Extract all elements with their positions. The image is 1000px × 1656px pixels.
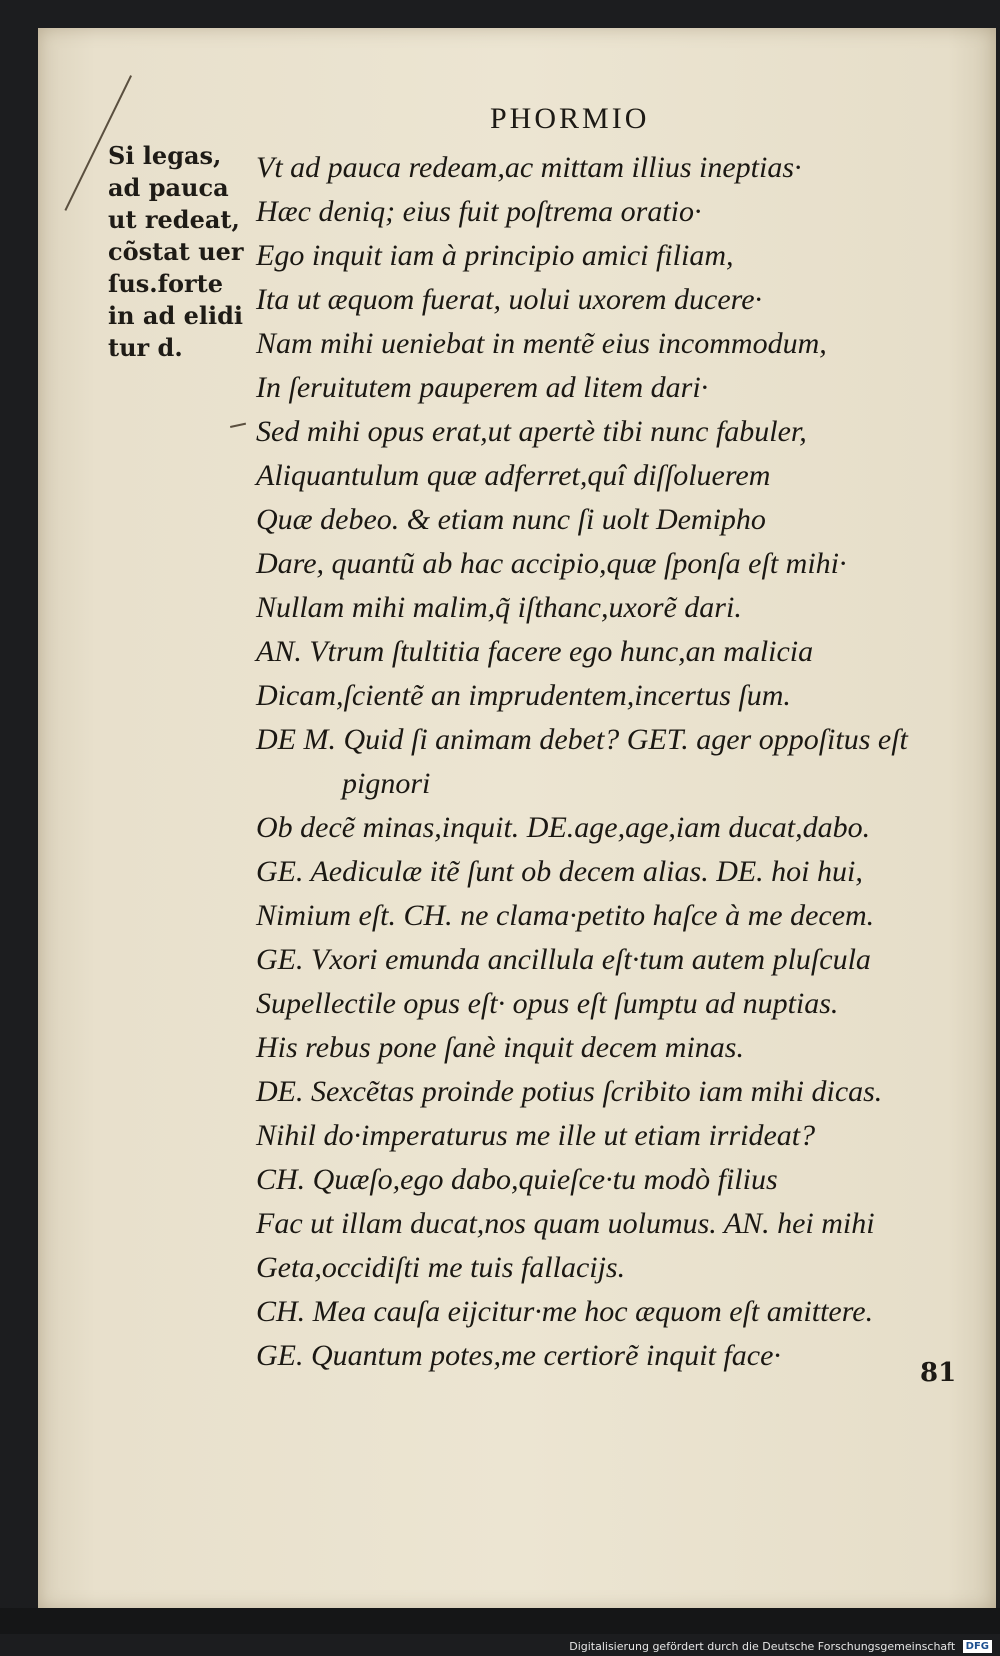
- dfg-logo[interactable]: DFG: [963, 1640, 992, 1653]
- verse-line: CH. Mea cauſa eijcitur·me hoc æquom eſt amittere.: [256, 1295, 874, 1328]
- verse-line: GE. Quantum potes,me certiorẽ inquit face·: [256, 1339, 781, 1372]
- verse-line: Aliquantulum quæ adferret,quî diſſoluerem: [256, 459, 771, 492]
- verse-line: Ita ut æquom fuerat, uolui uxorem ducere·: [256, 283, 763, 316]
- margin-note-line: ut redeat,: [108, 205, 240, 234]
- verse-line: Nimium eſt. CH. ne clama·petito haſce à me decem.: [256, 899, 875, 932]
- margin-note-line: Si legas,: [108, 141, 222, 170]
- verse-line: Nam mihi ueniebat in mentẽ eius incommodum,: [256, 327, 827, 360]
- verse-line: Vt ad pauca redeam,ac mittam illius ineptias·: [256, 151, 802, 184]
- margin-note-line: tur d.: [108, 333, 183, 362]
- verse-line: DE M. Quid ſi animam debet? GET. ager oppoſitus eſt: [256, 723, 908, 756]
- digitization-credit: [569, 1640, 992, 1654]
- verse-text: [256, 146, 956, 1378]
- verse-line: Nihil do·imperaturus me ille ut etiam irrideat?: [256, 1119, 816, 1152]
- verse-line: Dare, quantũ ab hac accipio,quæ ſponſa eſt mihi·: [256, 547, 847, 580]
- verse-line: CH. Quæſo,ego dabo,quieſce·tu modò filius: [256, 1163, 778, 1196]
- verse-line: Hæc deniq; eius fuit poſtrema oratio·: [256, 195, 702, 228]
- verse-line: Quæ debeo. & etiam nunc ſi uolt Demipho: [256, 503, 766, 536]
- scan-background: [0, 1608, 1000, 1634]
- verse-line: Supellectile opus eſt· opus eſt ſumptu ad nuptias.: [256, 987, 839, 1020]
- verse-line: Fac ut illam ducat,nos quam uolumus. AN. hei mihi: [256, 1207, 875, 1240]
- verse-line: Ob decẽ minas,inquit. DE.age,age,iam ducat,dabo.: [256, 811, 871, 844]
- margin-note-line: ad pauca: [108, 173, 229, 202]
- verse-line: GE. Aediculæ itẽ ſunt ob decem alias. DE. hoi hui,: [256, 855, 863, 888]
- margin-note-line: ſus.forte: [108, 269, 223, 298]
- verse-line: AN. Vtrum ſtultitia facere ego hunc,an malicia: [256, 635, 814, 668]
- margin-note-line: cõstat uer: [108, 237, 244, 266]
- verse-line: DE. Sexcẽtas proinde potius ſcribito iam mihi dicas.: [256, 1075, 883, 1108]
- verse-line: Dicam,ſcientẽ an imprudentem,incertus ſum.: [256, 679, 791, 712]
- verse-line: Nullam mihi malim,q̃ iſthanc,uxorẽ dari.: [256, 591, 742, 624]
- verse-line: Sed mihi opus erat,ut apertè tibi nunc fabuler,: [256, 415, 807, 448]
- credit-text: Digitalisierung gefördert durch die Deutsche Forschungsgemeinschaft: [569, 1639, 956, 1653]
- margin-note-line: in ad elidi: [108, 301, 244, 330]
- verse-line: In ſeruitutem pauperem ad litem dari·: [256, 371, 709, 404]
- verse-line: Ego inquit iam à principio amici filiam,: [256, 239, 734, 272]
- page-number: 81: [920, 1358, 957, 1388]
- margin-note: [108, 140, 248, 364]
- verse-line: GE. Vxori emunda ancillula eſt·tum autem pluſcula: [256, 943, 871, 976]
- verse-line: pignori: [342, 767, 431, 800]
- verse-line: His rebus pone ſanè inquit decem minas.: [256, 1031, 744, 1064]
- verse-line: Geta,occidiſti me tuis fallacijs.: [256, 1251, 626, 1284]
- running-head: PHORMIO: [490, 102, 650, 135]
